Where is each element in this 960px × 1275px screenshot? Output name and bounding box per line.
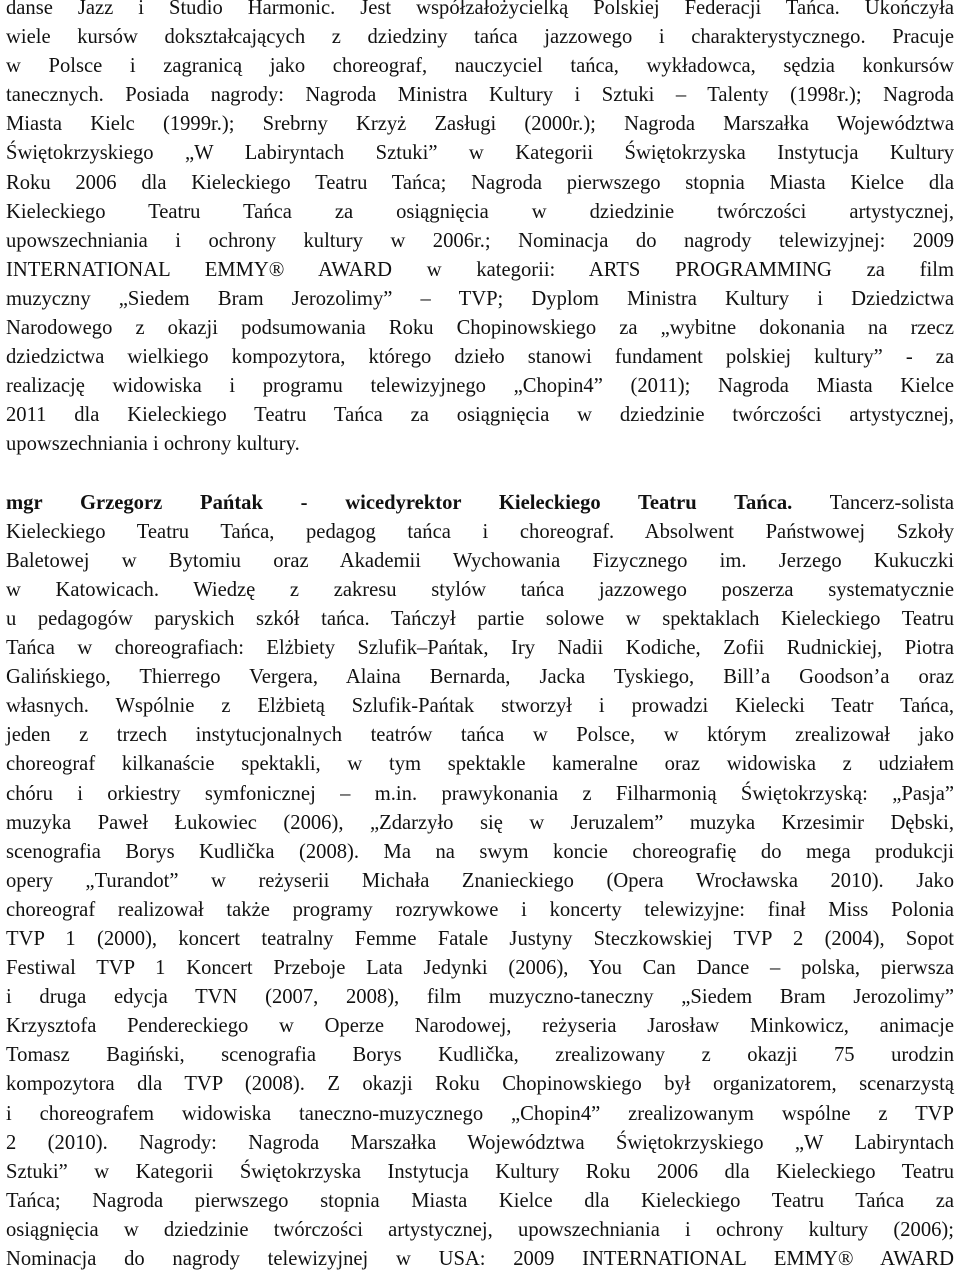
- text-line: kompozytora dla TVP (2008). Z okazji Roku Chopinowskiego był organizatorem, scenarzystą: [6, 1073, 954, 1096]
- text-line: dziedzictwa wielkiego kompozytora, którego dzieło stanowi fundament polskiej kultury” - za: [6, 346, 954, 369]
- text-line: i choreografem widowiska taneczno-muzycznego „Chopin4” zrealizowanym wspólne z TVP: [6, 1102, 954, 1125]
- text-line: upowszechniania i ochrony kultury w 2006r.; Nominacja do nagrody telewizyjnej: 2009: [6, 229, 954, 252]
- text-line: u pedagogów paryskich szkół tańca. Tańczył partie solowe w spektaklach Kieleckiego Teatru: [6, 607, 954, 630]
- text-line: Tomasz Bagiński, scenografia Borys Kudlička, zrealizowany z okazji 75 urodzin: [6, 1044, 954, 1067]
- heading-continuation: Tancerz-solista: [792, 491, 954, 514]
- text-line: TVP 1 (2000), koncert teatralny Femme Fatale Justyny Steczkowskiej TVP 2 (2004), Sopot: [6, 928, 954, 950]
- paragraph-biography-1: [6, 0, 954, 460]
- text-line: Narodowego z okazji podsumowania Roku Chopinowskiego za „wybitne dokonania na rzecz: [6, 317, 954, 340]
- text-line: muzyczny „Siedem Bram Jerozolimy” – TVP; Dyplom Ministra Kultury i Dziedzictwa: [6, 287, 954, 310]
- text-line-with-heading: [6, 489, 954, 518]
- text-line: Krzysztofa Pendereckiego w Operze Narodowej, reżyseria Jarosław Minkowicz, animacje: [6, 1015, 954, 1038]
- text-line: Tańca w choreografiach: Elżbiety Szlufik–Pańtak, Iry Nadii Kodiche, Zofii Rudnickiej, Piotra: [6, 637, 954, 660]
- text-line: Sztuki” w Kategorii Świętokrzyska Instytucja Kultury Roku 2006 dla Kieleckiego Teatru: [6, 1160, 954, 1183]
- text-line: 2011 dla Kieleckiego Teatru Tańca za osiągnięcia w dziedzinie twórczości artystycznej,: [6, 404, 954, 427]
- paragraph-biography-2: [6, 489, 954, 1275]
- text-line: Kieleckiego Teatru Tańca za osiągnięcia w dziedzinie twórczości artystycznej,: [6, 200, 954, 223]
- text-line: upowszechniania i ochrony kultury.: [6, 433, 300, 456]
- text-line: INTERNATIONAL EMMY® AWARD w kategorii: ARTS PROGRAMMING za film: [6, 258, 954, 281]
- text-line: Galińskiego, Thierrego Vergera, Alaina Bernarda, Jacka Tyskiego, Bill’a Goodson’a oraz: [6, 666, 954, 689]
- text-line: i druga edycja TVN (2007, 2008), film muzyczno-taneczny „Siedem Bram Jerozolimy”: [6, 986, 954, 1009]
- text-line: Miasta Kielc (1999r.); Srebrny Krzyż Zasługi (2000r.); Nagroda Marszałka Województwa: [6, 113, 954, 136]
- person-heading: mgr Grzegorz Pańtak - wicedyrektor Kieleckiego Teatru Tańca.: [6, 491, 793, 514]
- text-line: chóru i orkiestry symfonicznej – m.in. prawykonania z Filharmonią Świętokrzyską: „Pasja”: [6, 782, 954, 805]
- paragraph-gap: [6, 460, 954, 489]
- text-line: Baletowej w Bytomiu oraz Akademii Wychowania Fizycznego im. Jerzego Kukuczki: [6, 549, 954, 572]
- text-line: Tańca; Nagroda pierwszego stopnia Miasta Kielce dla Kieleckiego Teatru Tańca za: [6, 1189, 954, 1212]
- text-line: w Katowicach. Wiedzę z zakresu stylów tańca jazzowego poszerza systematycznie: [6, 578, 954, 601]
- text-line: danse Jazz i Studio Harmonic. Jest współzałożycielką Polskiej Federacji Tańca. Ukończyła: [6, 0, 954, 19]
- text-line: w Polsce i zagranicą jako choreograf, nauczyciel tańca, wykładowca, sędzia konkursów: [6, 55, 954, 78]
- document-page: [6, 0, 954, 1274]
- text-line: 2 (2010). Nagrody: Nagroda Marszałka Województwa Świętokrzyskiego „W Labiryntach: [6, 1131, 954, 1154]
- text-line: Nominacja do nagrody telewizyjnej w USA: 2009 INTERNATIONAL EMMY® AWARD: [6, 1248, 954, 1271]
- text-line: Roku 2006 dla Kieleckiego Teatru Tańca; Nagroda pierwszego stopnia Miasta Kielce dla: [6, 171, 954, 194]
- text-line: Kieleckiego Teatru Tańca, pedagog tańca i choreograf. Absolwent Państwowej Szkoły: [6, 520, 954, 543]
- text-line: choreograf realizował także programy rozrywkowe i koncerty telewizyjne: finał Miss Polonia: [6, 898, 954, 921]
- text-line: Festiwal TVP 1 Koncert Przeboje Lata Jedynki (2006), You Can Dance – polska, pierwsza: [6, 957, 954, 980]
- text-line: scenografia Borys Kudlička (2008). Ma na swym koncie choreografię do mega produkcji: [6, 840, 954, 863]
- text-line: wiele kursów dokształcających z dziedziny tańca jazzowego i charakterystycznego. Pracuje: [6, 26, 954, 49]
- text-line: własnych. Wspólnie z Elżbietą Szlufik-Pańtak stworzył i prowadzi Kielecki Teatr Tańca,: [6, 695, 954, 718]
- text-line: muzyka Paweł Łukowiec (2006), „Zdarzyło się w Jeruzalem” muzyka Krzesimir Dębski,: [6, 811, 954, 834]
- text-line: jeden z trzech instytucjonalnych teatrów tańca w Polsce, w którym zrealizował jako: [6, 724, 954, 747]
- text-line: tanecznych. Posiada nagrody: Nagroda Ministra Kultury i Sztuki – Talenty (1998r.); Nagroda: [6, 84, 954, 107]
- text-line: realizację widowiska i programu telewizyjnego „Chopin4” (2011); Nagroda Miasta Kielce: [6, 375, 954, 398]
- text-line: opery „Turandot” w reżyserii Michała Znanieckiego (Opera Wrocławska 2010). Jako: [6, 869, 954, 892]
- text-line: choreograf kilkanaście spektakli, w tym spektakle kameralne oraz widowiska z udziałem: [6, 753, 954, 776]
- text-line: osiągnięcia w dziedzinie twórczości artystycznej, upowszechniania i ochrony kultury (2006);: [6, 1218, 954, 1241]
- text-line: Świętokrzyskiego „W Labiryntach Sztuki” w Kategorii Świętokrzyska Instytucja Kultury: [6, 142, 954, 165]
